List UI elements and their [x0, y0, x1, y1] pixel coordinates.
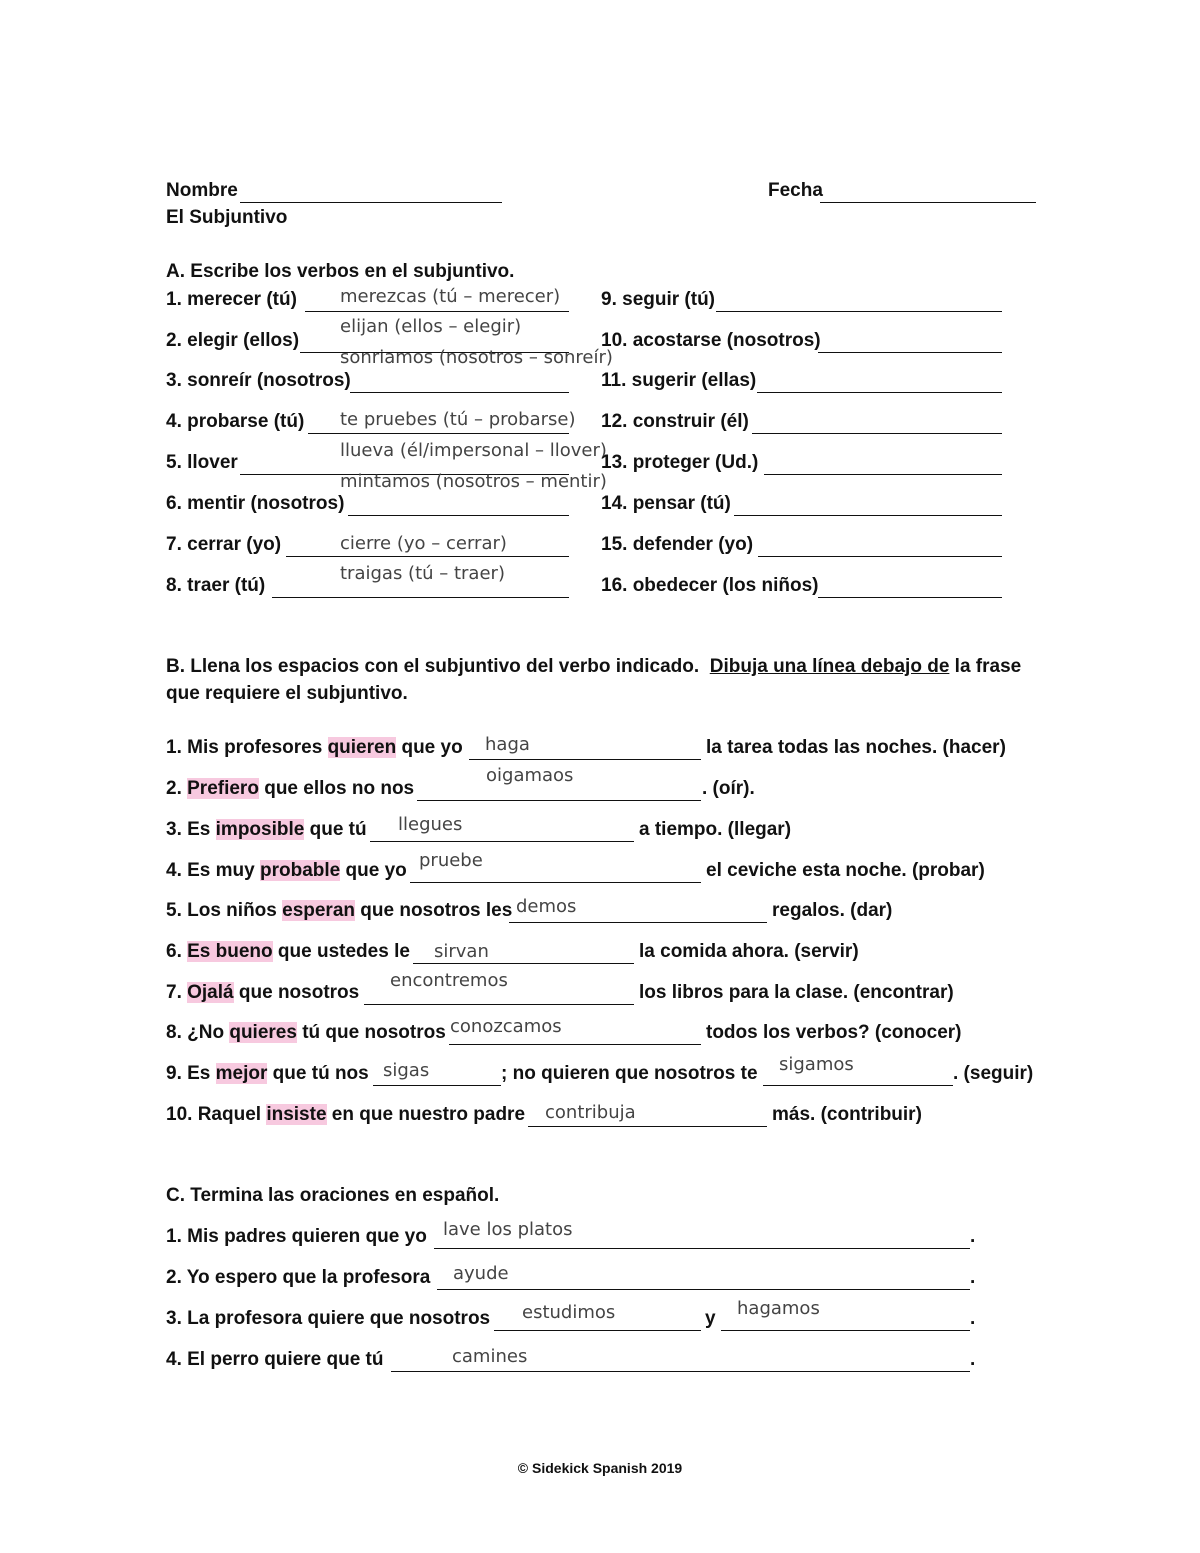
section-b-heading-line2: que requiere el subjuntivo. [166, 683, 408, 704]
a-answer-line[interactable] [716, 311, 1002, 312]
c-answer-line-2[interactable] [721, 1330, 970, 1331]
b-trigger-highlight: insiste [266, 1104, 327, 1125]
b-answer: llegues [398, 814, 463, 835]
b-sentence: 9. Es mejor que tú nos [166, 1063, 369, 1084]
nombre-line[interactable] [240, 202, 502, 203]
c-prompt: 1. Mis padres quieren que yo [166, 1226, 427, 1247]
fecha-label: Fecha [768, 180, 823, 201]
a-answer-line[interactable] [305, 311, 569, 312]
c-answer: ayude [453, 1263, 509, 1284]
a-prompt: 3. sonreír (nosotros) [166, 370, 351, 391]
b-sentence-end: el ceviche esta noche. (probar) [706, 860, 985, 881]
b-sentence: 4. Es muy probable que yo [166, 860, 407, 881]
b-answer-line-2[interactable] [763, 1085, 953, 1086]
section-b-heading-underlined: Dibuja una línea debajo de [709, 656, 950, 677]
c-answer: estudimos [522, 1302, 616, 1323]
b-trigger-highlight: imposible [215, 819, 305, 840]
b-answer-line[interactable] [364, 1004, 634, 1005]
c-period: . [970, 1226, 976, 1247]
b-answer-line[interactable] [528, 1126, 767, 1127]
a-answer-line[interactable] [818, 597, 1002, 598]
b-sentence-end: regalos. (dar) [772, 900, 893, 921]
b-sentence: 6. Es bueno que ustedes le [166, 941, 410, 962]
a-prompt: 16. obedecer (los niños) [601, 575, 819, 596]
a-answer-line[interactable] [348, 515, 569, 516]
b-answer-line[interactable] [413, 963, 634, 964]
c-answer-line[interactable] [494, 1330, 701, 1331]
b-trigger-highlight: quieren [327, 737, 397, 758]
b-trigger-highlight: probable [260, 860, 341, 881]
a-prompt: 15. defender (yo) [601, 534, 754, 555]
c-answer-line[interactable] [434, 1248, 970, 1249]
b-answer-line[interactable] [373, 1085, 501, 1086]
b-sentence-end: . (oír). [702, 778, 755, 799]
a-prompt: 4. probarse (tú) [166, 411, 305, 432]
a-prompt: 12. construir (él) [601, 411, 749, 432]
b-trigger-highlight: Prefiero [187, 778, 259, 799]
b-sentence: 5. Los niños esperan que nosotros les [166, 900, 513, 921]
a-prompt: 7. cerrar (yo) [166, 534, 282, 555]
b-answer: conozcamos [450, 1016, 562, 1037]
a-prompt: 10. acostarse (nosotros) [601, 330, 821, 351]
b-answer: haga [485, 734, 530, 755]
a-prompt: 9. seguir (tú) [601, 289, 716, 310]
b-answer-2: sigamos [779, 1054, 854, 1075]
b-sentence-mid: ; no quieren que nosotros te [501, 1063, 758, 1084]
a-prompt: 11. sugerir (ellas) [601, 370, 757, 391]
a-answer: mintamos (nosotros – mentir) [340, 471, 607, 492]
b-sentence: 8. ¿No quieres tú que nosotros [166, 1022, 446, 1043]
nombre-label: Nombre [166, 180, 238, 201]
a-prompt: 2. elegir (ellos) [166, 330, 300, 351]
b-answer-line[interactable] [417, 800, 701, 801]
b-sentence: 7. Ojalá que nosotros [166, 982, 360, 1003]
b-trigger-highlight: Ojalá [187, 982, 234, 1003]
c-conjunction: y [705, 1308, 716, 1329]
b-sentence: 1. Mis profesores quieren que yo [166, 737, 463, 758]
c-period: . [970, 1267, 976, 1288]
a-answer: elijan (ellos – elegir) [340, 316, 522, 337]
b-sentence-end: todos los verbos? (conocer) [706, 1022, 962, 1043]
b-answer: oigamaos [486, 765, 574, 786]
a-prompt: 1. merecer (tú) [166, 289, 297, 310]
b-answer: sigas [383, 1060, 430, 1081]
page-title: El Subjuntivo [166, 207, 288, 228]
a-prompt: 8. traer (tú) [166, 575, 266, 596]
b-sentence: 2. Prefiero que ellos no nos [166, 778, 415, 799]
a-answer-line[interactable] [286, 556, 569, 557]
section-a-heading: A. Escribe los verbos en el subjuntivo. [166, 261, 515, 282]
b-sentence-end: los libros para la clase. (encontrar) [639, 982, 954, 1003]
b-answer-line[interactable] [469, 759, 701, 760]
a-prompt: 5. llover [166, 452, 238, 473]
footer-copyright: © Sidekick Spanish 2019 [517, 1460, 683, 1476]
b-trigger-highlight: Es bueno [187, 941, 273, 962]
c-period: . [970, 1308, 976, 1329]
b-answer: contribuja [545, 1102, 636, 1123]
c-answer-line[interactable] [437, 1289, 970, 1290]
c-prompt: 4. El perro quiere que tú [166, 1349, 384, 1370]
a-prompt: 13. proteger (Ud.) [601, 452, 759, 473]
c-period: . [970, 1349, 976, 1370]
b-sentence-end: la comida ahora. (servir) [639, 941, 859, 962]
a-answer: merezcas (tú – merecer) [340, 286, 561, 307]
b-answer: pruebe [419, 850, 483, 871]
c-answer-line[interactable] [391, 1371, 970, 1372]
a-answer-line[interactable] [764, 474, 1002, 475]
c-prompt: 3. La profesora quiere que nosotros [166, 1308, 491, 1329]
a-answer-line[interactable] [758, 556, 1002, 557]
section-c-heading: C. Termina las oraciones en español. [166, 1185, 500, 1206]
c-answer: camines [452, 1346, 528, 1367]
c-prompt: 2. Yo espero que la profesora [166, 1267, 431, 1288]
a-answer-line[interactable] [818, 352, 1002, 353]
a-answer-line[interactable] [308, 433, 569, 434]
b-trigger-highlight: quieres [229, 1022, 297, 1043]
a-answer-line[interactable] [272, 597, 569, 598]
c-answer: lave los platos [443, 1219, 573, 1240]
a-answer: cierre (yo – cerrar) [340, 533, 507, 554]
b-sentence: 10. Raquel insiste en que nuestro padre [166, 1104, 526, 1125]
b-answer-line[interactable] [449, 1044, 701, 1045]
b-sentence-end: . (seguir) [953, 1063, 1034, 1084]
a-prompt: 6. mentir (nosotros) [166, 493, 345, 514]
a-answer-line[interactable] [350, 392, 569, 393]
b-answer-line[interactable] [410, 882, 701, 883]
a-answer-line[interactable] [757, 392, 1002, 393]
b-sentence-end: la tarea todas las noches. (hacer) [706, 737, 1006, 758]
a-answer: traigas (tú – traer) [340, 563, 505, 584]
b-answer: sirvan [434, 941, 489, 962]
b-answer: encontremos [390, 970, 508, 991]
fecha-line[interactable] [820, 202, 1036, 203]
b-answer: demos [516, 896, 577, 917]
section-b-heading: B. Llena los espacios con el subjuntivo del verbo indicado. Dibuja una línea debajo de la frase [166, 656, 1022, 677]
b-trigger-highlight: mejor [215, 1063, 268, 1084]
b-sentence-end: a tiempo. (llegar) [639, 819, 792, 840]
a-answer: sonriamos (nosotros – sonreír) [340, 347, 613, 368]
b-answer-line[interactable] [370, 841, 634, 842]
b-sentence: 3. Es imposible que tú [166, 819, 367, 840]
b-trigger-highlight: esperan [282, 900, 355, 921]
a-answer-line[interactable] [752, 433, 1002, 434]
b-sentence-end: más. (contribuir) [772, 1104, 922, 1125]
a-answer: te pruebes (tú – probarse) [340, 409, 576, 430]
c-answer-2: hagamos [737, 1298, 820, 1319]
b-answer-line[interactable] [509, 922, 767, 923]
a-answer: llueva (él/impersonal – llover) [340, 440, 607, 461]
a-prompt: 14. pensar (tú) [601, 493, 731, 514]
a-answer-line[interactable] [734, 515, 1002, 516]
